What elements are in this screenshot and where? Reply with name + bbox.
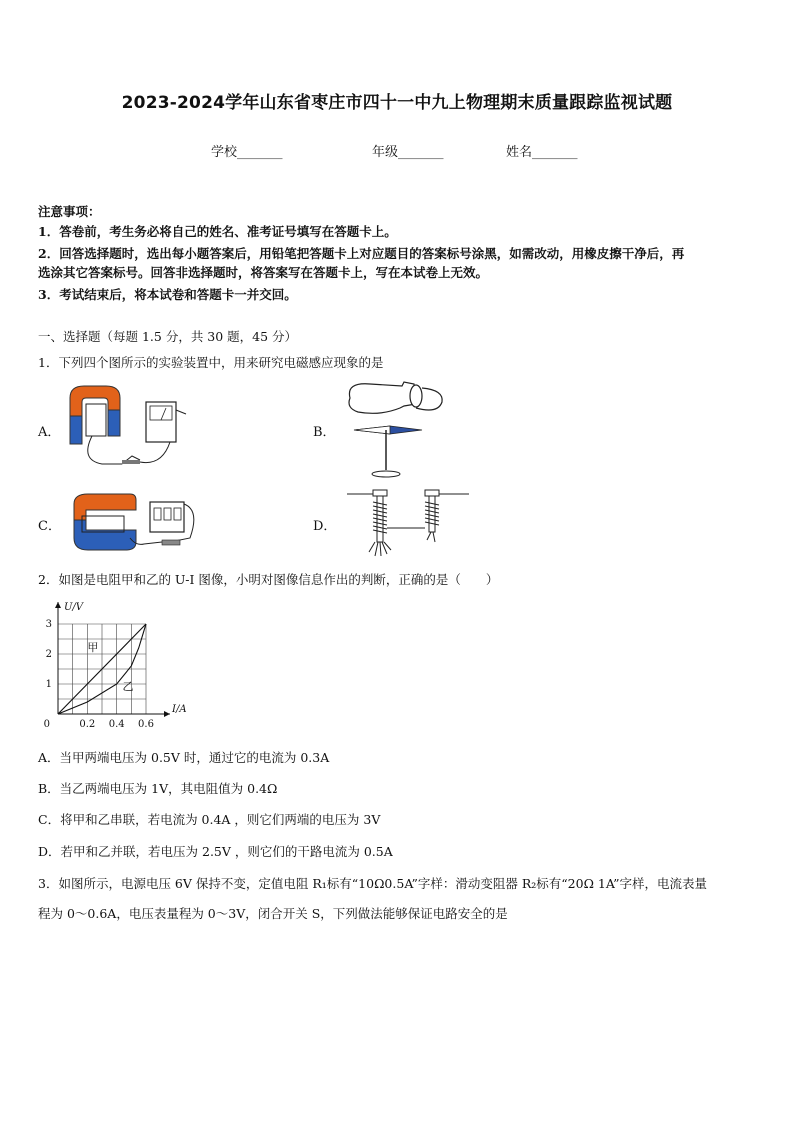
q2-option-d: D．若甲和乙并联，若电压为 2.5V ，则它们的干路电流为 0.5A xyxy=(38,844,393,859)
figure-d-electromagnets xyxy=(345,486,473,560)
school-field: 学校_______ xyxy=(211,145,283,160)
q1-option-b-label: B． xyxy=(313,425,336,440)
series-label-jia: 甲 xyxy=(87,641,99,654)
q2-option-b: B．当乙两端电压为 1V，其电阻值为 0.4Ω xyxy=(38,781,278,796)
q1-stem: 1．下列四个图所示的实验装置中，用来研究电磁感应现象的是 xyxy=(38,355,384,370)
y-tick-label: 2 xyxy=(45,649,52,660)
y-axis-label: U/V xyxy=(64,602,84,613)
notice-item-2-cont: 选涂其它答案标号。回答非选择题时，将答案写在答题卡上，写在本试卷上无效。 xyxy=(38,265,489,280)
figure-b-oersted xyxy=(340,378,450,482)
ui-chart xyxy=(40,596,200,730)
page-title: 2023-2024学年山东省枣庄市四十一中九上物理期末质量跟踪监视试题 xyxy=(121,93,673,113)
y-axis-arrow xyxy=(55,602,61,608)
grade-field: 年级_______ xyxy=(372,145,444,160)
notice-item-1: 1．答卷前，考生务必将自己的姓名、准考证号填写在答题卡上。 xyxy=(38,224,397,239)
q3-stem-line2: 程为 0～0.6A，电压表量程为 0～3V，闭合开关 S，下列做法能够保证电路安全的是 xyxy=(38,906,508,921)
figure-c-motor xyxy=(66,490,200,556)
y-tick-label: 3 xyxy=(45,619,52,630)
section-heading: 一、选择题（每题 1.5 分，共 30 题，45 分） xyxy=(38,329,298,344)
name-field: 姓名_______ xyxy=(506,145,578,160)
notice-item-2: 2．回答选择题时，选出每小题答案后，用铅笔把答题卡上对应题目的答案标号涂黑，如需改动，用橡皮擦干净后，再 xyxy=(38,246,685,261)
q1-option-d-label: D． xyxy=(313,519,337,534)
y-tick-label: 1 xyxy=(45,679,52,690)
q2-stem: 2．如图是电阻甲和乙的 U-I 图像，小明对图像信息作出的判断，正确的是（ ） xyxy=(38,572,499,587)
series-label-yi: 乙 xyxy=(122,680,134,693)
x-tick-label: 0.2 xyxy=(79,719,96,730)
q2-option-a: A．当甲两端电压为 0.5V 时，通过它的电流为 0.3A xyxy=(38,750,330,765)
q3-stem-line1: 3．如图所示，电源电压 6V 保持不变，定值电阻 R₁标有“10Ω0.5A”字样：滑动变阻器 R₂标有“20Ω 1A”字样，电流表量 xyxy=(38,876,707,891)
figure-a-generator xyxy=(62,380,198,472)
x-axis-label: I/A xyxy=(172,704,187,715)
q2-option-c: C．将甲和乙串联，若电流为 0.4A ，则它们两端的电压为 3V xyxy=(38,812,381,827)
x-tick-label: 0.4 xyxy=(108,719,125,730)
notice-heading: 注意事项： xyxy=(38,204,101,219)
x-tick-label: 0.6 xyxy=(138,719,154,730)
q1-option-c-label: C． xyxy=(38,519,61,534)
origin-label: 0 xyxy=(43,719,50,730)
notice-item-3: 3．考试结束后，将本试卷和答题卡一并交回。 xyxy=(38,287,297,302)
x-axis-arrow xyxy=(164,711,170,717)
q1-option-a-label: A． xyxy=(38,425,61,440)
